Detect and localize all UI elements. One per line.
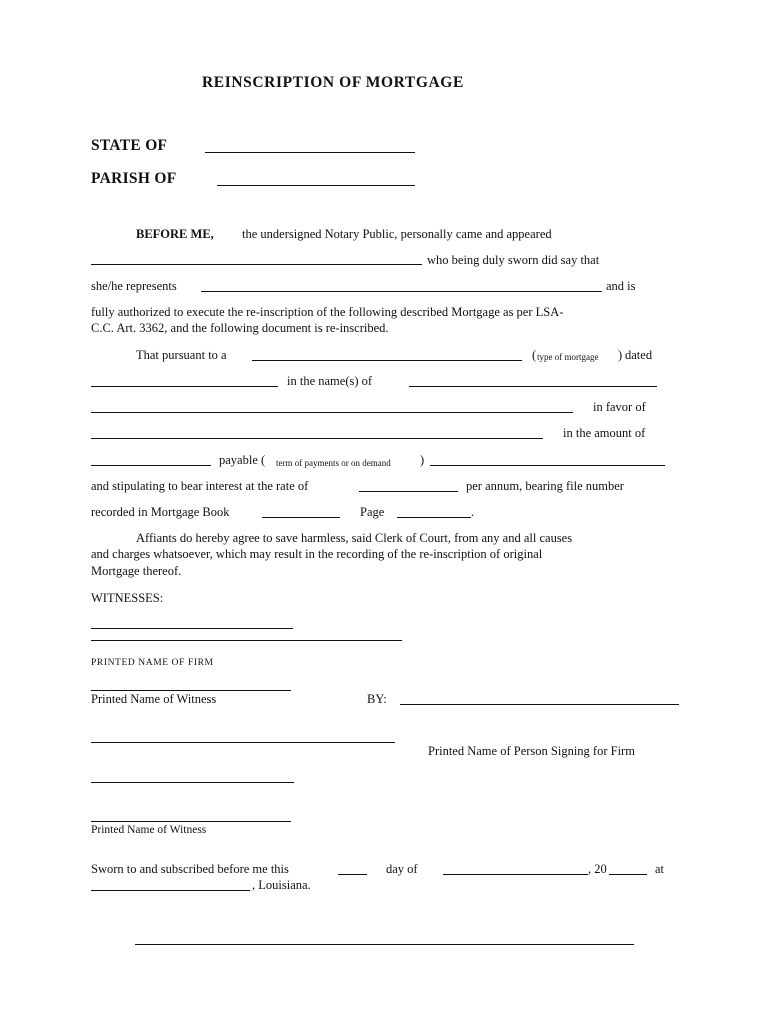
affiants-line-1: Affiants do hereby agree to save harmless, said Clerk of Court, from any and all causes [136,531,573,545]
louisiana-text: , Louisiana. [252,878,311,892]
type-close: ) [618,348,623,362]
dated-text: dated [625,348,653,362]
witness-2-printed-field[interactable] [91,821,291,822]
favor-field[interactable] [91,438,543,439]
by-label: BY: [367,692,387,706]
state-label: STATE OF [91,137,168,154]
payable-terms-hint: term of payments or on demand [276,458,391,468]
type-of-mortgage-hint: type of mortgage [537,352,599,362]
firm-name-field[interactable] [91,640,402,641]
period: . [471,505,475,519]
and-is-text: and is [606,279,636,293]
printed-name-person-label: Printed Name of Person Signing for Firm [428,744,635,758]
witnesses-label: WITNESSES: [91,591,164,605]
authorized-line-1: fully authorized to execute the re-inscription of the following described Mortgage as per LSA- [91,305,564,319]
page-field[interactable] [397,517,471,518]
day-of-text: day of [386,862,418,876]
pursuant-text: That pursuant to a [136,348,227,362]
sworn-text: Sworn to and subscribed before me this [91,862,289,876]
authorized-line-2: C.C. Art. 3362, and the following document is re-inscribed. [91,321,389,335]
amount-field[interactable] [91,465,211,466]
document-title: REINSCRIPTION OF MORTGAGE [202,74,464,91]
recorded-in-text: recorded in Mortgage Book [91,505,230,519]
by-signature-field[interactable] [400,704,679,705]
at-text: at [655,862,665,876]
represents-field[interactable] [201,291,602,292]
witness-1-signature[interactable] [91,628,293,629]
type-open: ( [532,348,537,362]
appeared-name-field[interactable] [91,264,422,265]
payable-close: ) [420,453,425,467]
represents-text: she/he represents [91,279,177,293]
sworn-month-field[interactable] [443,874,588,875]
payable-terms-field[interactable] [430,465,665,466]
intro-text: the undersigned Notary Public, personally came and appeared [242,227,552,241]
printed-name-witness-1: Printed Name of Witness [91,692,217,706]
notary-signature-field[interactable] [135,944,634,945]
parish-label: PARISH OF [91,170,177,187]
witness-2-signature[interactable] [91,742,395,743]
in-favor-of-text: in favor of [593,400,646,414]
printed-name-firm-label: PRINTED NAME OF FIRM [91,658,214,668]
interest-rate-field[interactable] [359,491,458,492]
payable-text: payable ( [219,453,266,467]
names-field-2[interactable] [91,412,573,413]
parish-field[interactable] [217,185,415,186]
page-label: Page [360,505,385,519]
before-me-label: BEFORE ME, [136,227,214,241]
names-field[interactable] [409,386,657,387]
year-prefix: , 20 [588,862,607,876]
affiants-line-2: and charges whatsoever, which may result in the recording of the re-inscription of original [91,547,543,561]
affiants-line-3: Mortgage thereof. [91,564,182,578]
sworn-location-field[interactable] [91,890,250,891]
sworn-day-field[interactable] [338,874,367,875]
date-field[interactable] [91,386,278,387]
person-printed-field[interactable] [91,782,294,783]
mortgage-type-field[interactable] [252,360,522,361]
state-field[interactable] [205,152,415,153]
printed-name-witness-2: Printed Name of Witness [91,824,207,836]
witness-1-printed-field[interactable] [91,690,291,691]
per-annum-text: per annum, bearing file number [466,479,624,493]
amount-of-text: in the amount of [563,426,646,440]
sworn-year-field[interactable] [609,874,647,875]
stipulating-text: and stipulating to bear interest at the rate of [91,479,309,493]
mortgage-book-field[interactable] [262,517,340,518]
names-of-text: in the name(s) of [287,374,373,388]
sworn-say-text: who being duly sworn did say that [427,253,600,267]
